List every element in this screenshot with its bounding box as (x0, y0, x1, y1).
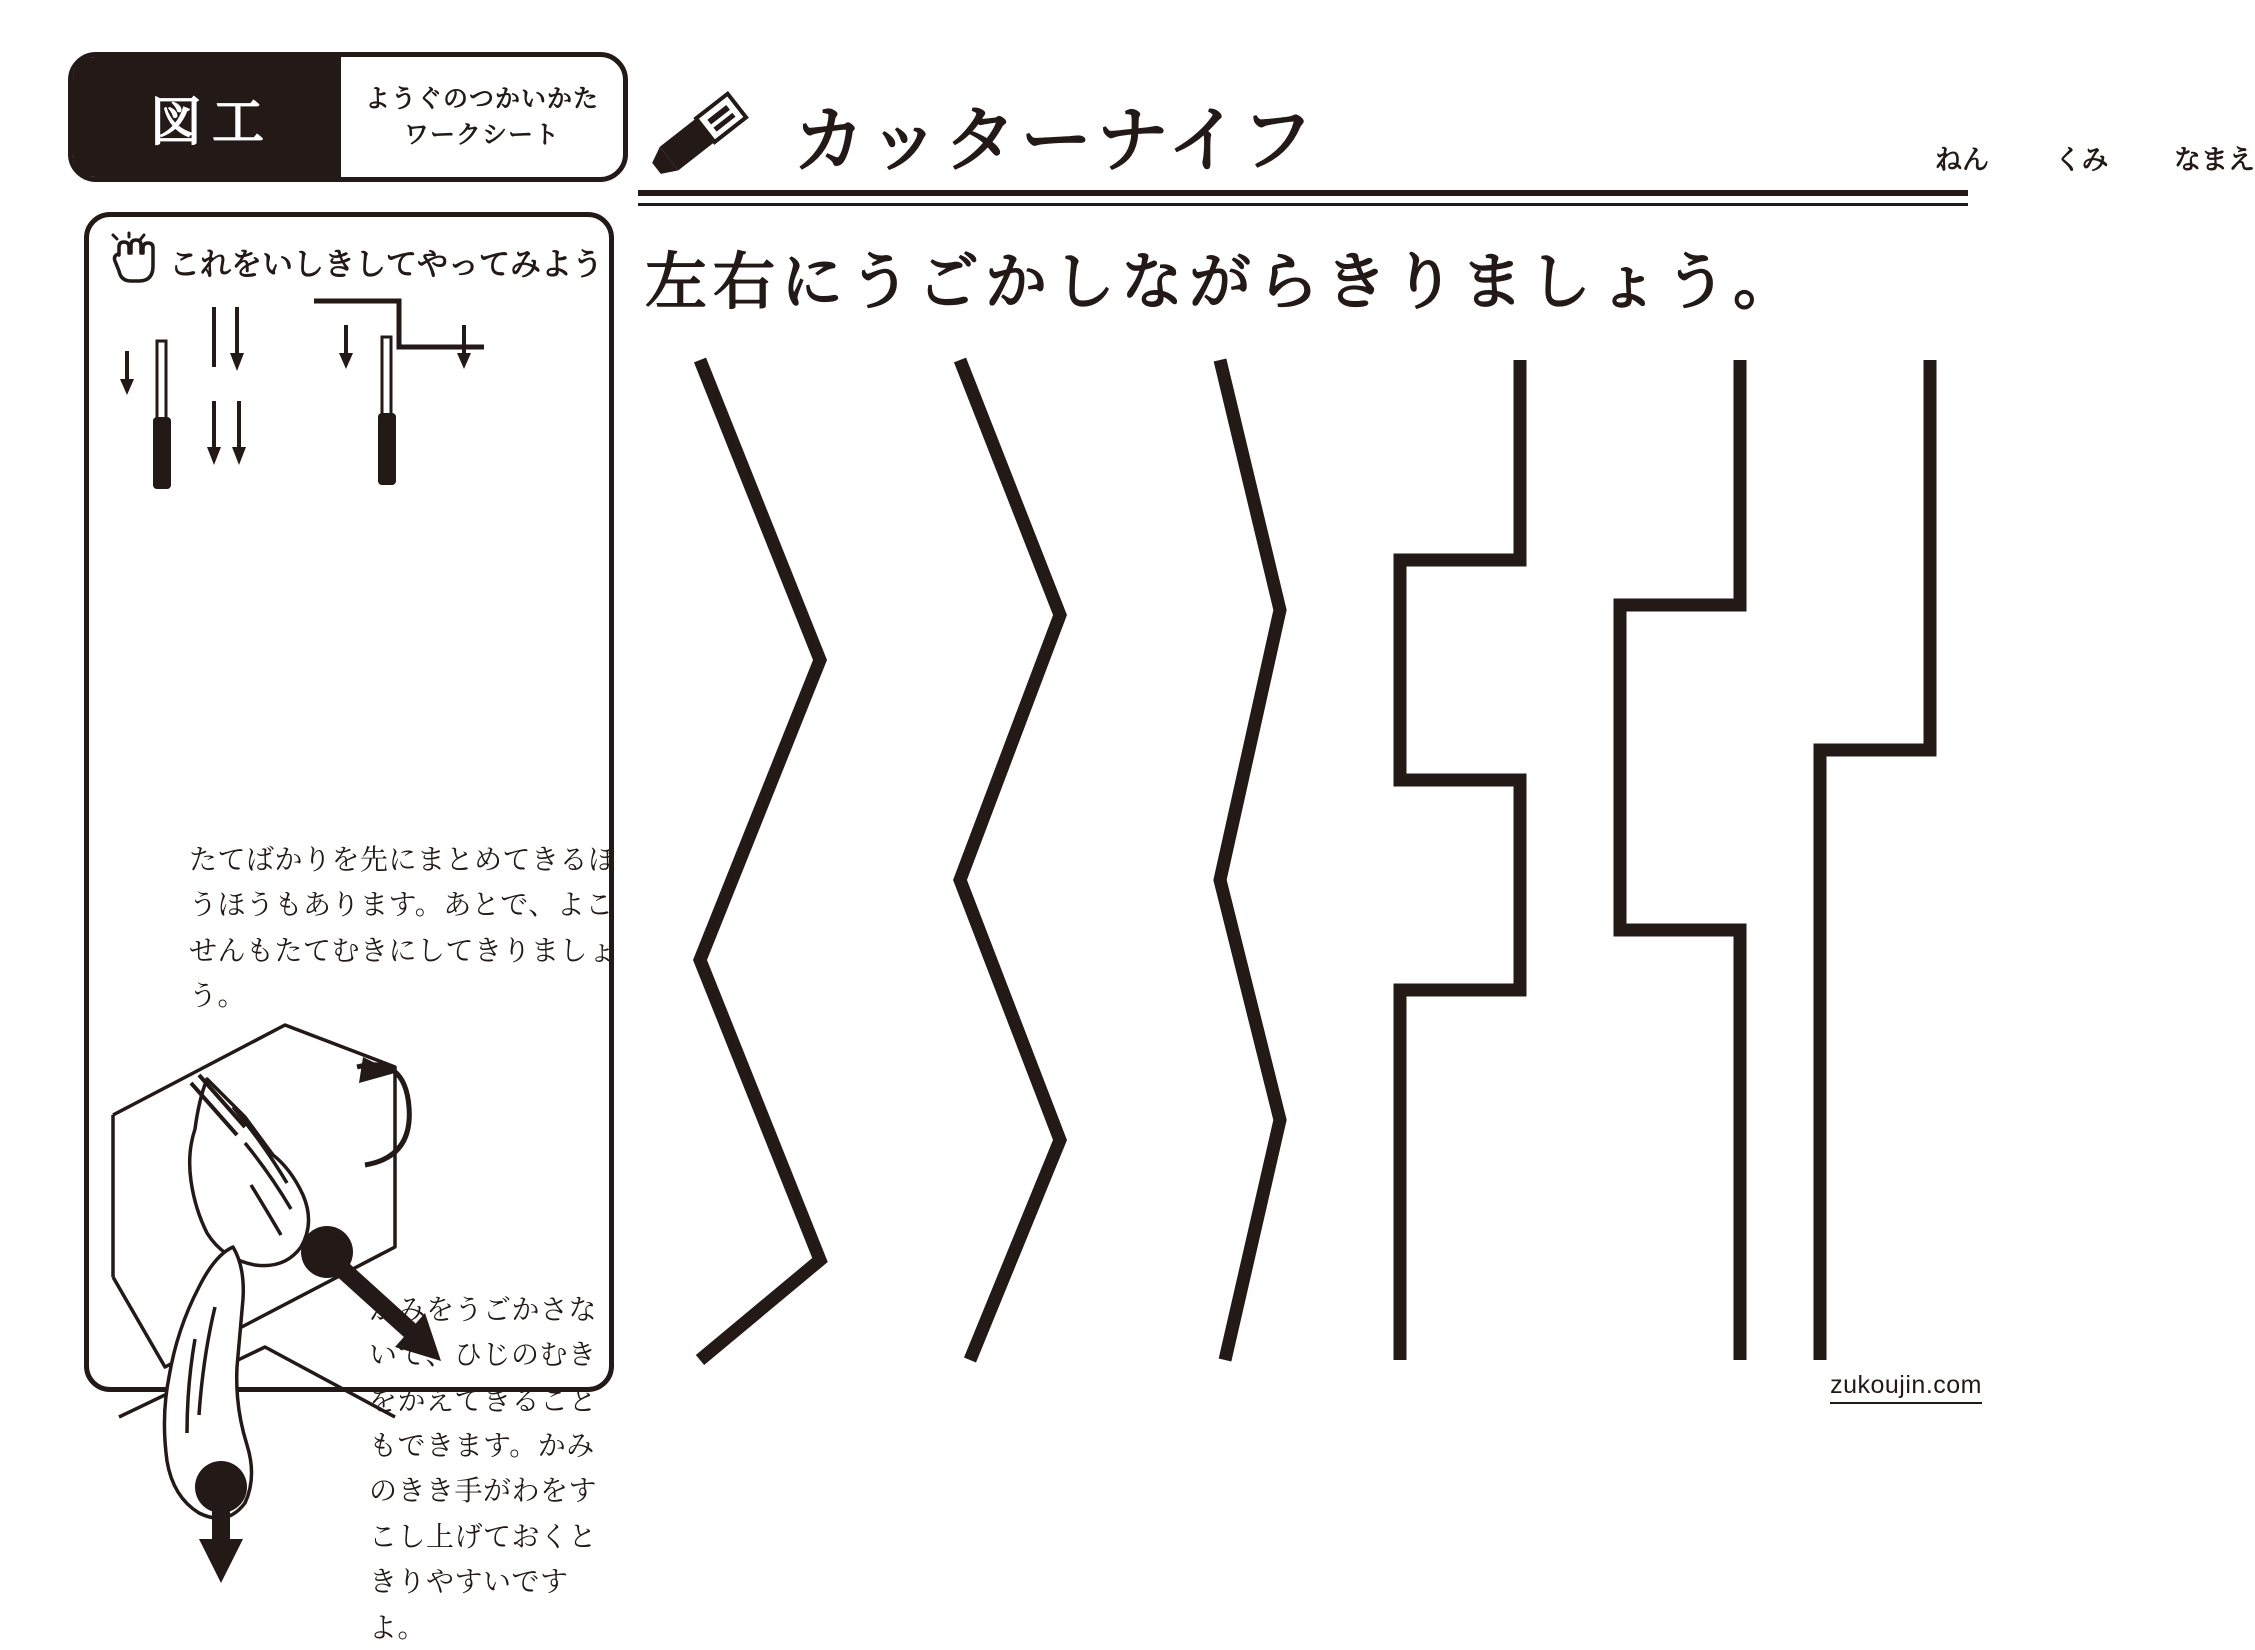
vertical-cut-direction-diagram (109, 289, 599, 539)
square-wave-line-5 (1620, 360, 1740, 1360)
title-block (645, 50, 2255, 190)
worksheet-type-line1: ようぐのつかいかた (364, 84, 599, 113)
field-year: ねん (1935, 145, 1989, 175)
pointing-hand-icon (107, 233, 163, 289)
square-wave-line-4 (1400, 360, 1520, 1360)
instruction-headline: 左右にうごかしながらきりましょう。 (645, 248, 1802, 317)
title-divider-thin (638, 203, 1968, 206)
tips-text-2: かみをうごかさないで、ひじのむきをかえてきることもできます。かみのきき手がわをすこし上げておくときりやすいですよ。 (369, 1294, 598, 1643)
site-credit: zukoujin.com (1830, 1371, 1982, 1404)
zigzag-line-2 (960, 360, 1060, 1360)
field-class: くみ (2054, 145, 2109, 175)
tips-heading-label: これをいしきしてやってみよう (169, 246, 603, 282)
zigzag-line-3 (1220, 360, 1280, 1360)
practice-lines-area (640, 360, 1980, 1360)
tips-text-1: たてばかりを先にまとめてきるほうほうもあります。あとで、よこせんもたてむきにしてきりましょう。 (189, 844, 617, 1012)
title-divider-thick (638, 190, 1968, 196)
tips-heading-row (107, 233, 603, 289)
worksheet-type-box (341, 57, 623, 177)
student-name-fields (1935, 138, 2255, 177)
square-wave-line-6 (1820, 360, 1930, 1360)
subject-badge-label-box (73, 57, 341, 177)
subject-badge (68, 52, 628, 182)
cutter-knife-icon (645, 78, 765, 188)
field-name: なまえ (2174, 145, 2255, 175)
tips-panel (84, 212, 617, 1643)
page-title: カッターナイフ (793, 101, 1318, 181)
zigzag-line-1 (700, 360, 820, 1360)
worksheet-type-line2: ワークシート (403, 121, 560, 149)
subject-badge-label: 図工 (149, 93, 274, 152)
